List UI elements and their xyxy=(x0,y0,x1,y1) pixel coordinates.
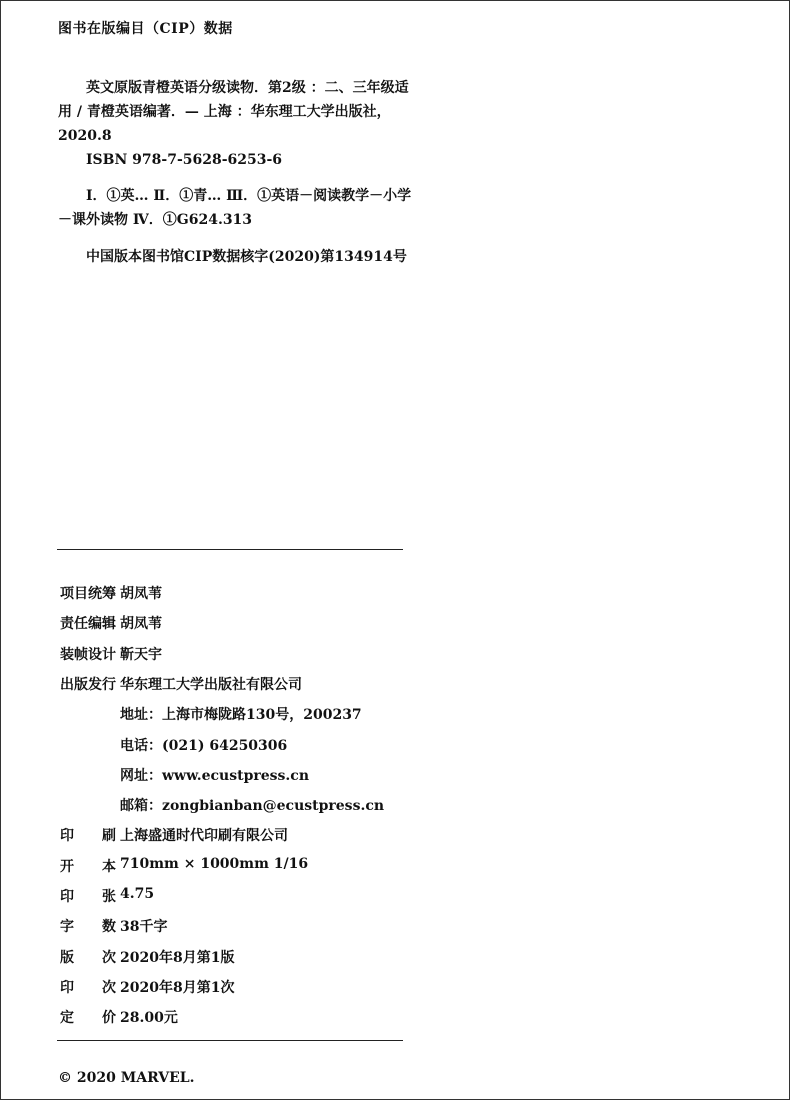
isbn-line: ISBN 978-7-5628-6253-6 xyxy=(86,152,283,168)
publication-row-value: 上海盛通时代印刷有限公司 xyxy=(120,828,288,845)
publication-row-value: 胡凤苇 xyxy=(120,586,162,602)
publication-row-label: 字 数 xyxy=(60,919,116,936)
publication-row-label: 印 刷 xyxy=(60,828,116,845)
publication-row-label: 项目统筹 xyxy=(60,586,116,602)
publication-row-value: 电话：(021) 64250306 xyxy=(120,737,288,754)
publication-row-label: 印 张 xyxy=(60,889,116,905)
publication-row-value: 网址：www.ecustpress.cn xyxy=(120,767,309,784)
publication-row-label: 开 本 xyxy=(60,858,116,875)
publication-row-label: 印 次 xyxy=(60,979,116,996)
cip-line: 2020.8 xyxy=(58,128,112,144)
publication-row-label: 出版发行 xyxy=(60,676,116,693)
cip-line: Ⅰ．①英… Ⅱ．①青… Ⅲ．①英语－阅读教学－小学 xyxy=(86,188,412,204)
divider-bottom xyxy=(57,1040,403,1041)
cip-classification xyxy=(58,184,448,232)
cip-line: 英文原版青橙英语分级读物．第2级 ：二、三年级适 xyxy=(86,80,409,96)
publication-row-value: 2020年8月第1版 xyxy=(120,949,235,966)
cip-description xyxy=(58,76,448,172)
publication-row-label: 定 价 xyxy=(60,1010,116,1027)
cip-line: 用 / 青橙英语编著．— 上海 ：华东理工大学出版社， xyxy=(58,104,391,120)
publication-row-label: 装帧设计 xyxy=(60,646,116,663)
publication-row-value: 28.00元 xyxy=(120,1010,178,1027)
publication-row-value: 38千字 xyxy=(120,919,168,936)
publication-row-value: 华东理工大学出版社有限公司 xyxy=(120,676,302,693)
publication-row-value: 胡凤苇 xyxy=(120,616,162,633)
publication-row-label: 版 次 xyxy=(60,949,116,966)
publication-row-value: 2020年8月第1次 xyxy=(120,979,235,996)
cip-line: －课外读物 Ⅳ．①G624.313 xyxy=(58,212,253,228)
cip-line: 中国版本图书馆CIP数据核字(2020)第134914号 xyxy=(86,249,407,265)
publication-row-value: 邮箱：zongbianban@ecustpress.cn xyxy=(120,798,385,815)
publication-row-value: 4.75 xyxy=(120,886,155,902)
publication-row-value: 710mm × 1000mm 1/16 xyxy=(120,855,309,872)
copyright-notice: © 2020 MARVEL. xyxy=(58,1070,195,1086)
publication-row-label: 责任编辑 xyxy=(60,616,116,633)
publication-row-value: 靳天宇 xyxy=(120,646,162,663)
cip-record-number xyxy=(58,245,448,269)
cip-title: 图书在版编目（CIP）数据 xyxy=(58,21,233,37)
divider-top xyxy=(57,549,403,550)
publication-row-value: 地址：上海市梅陇路130号，200237 xyxy=(120,707,362,724)
